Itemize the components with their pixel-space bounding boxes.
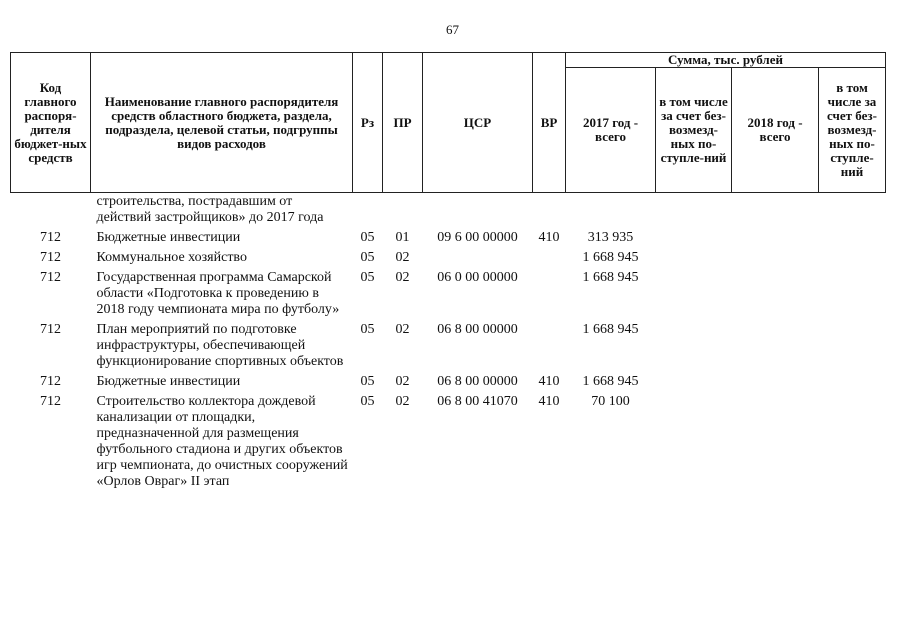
page-number: 67 (446, 22, 459, 37)
row-name: Бюджетные инвестиции (96, 230, 241, 245)
row-empty-cell (656, 193, 732, 231)
row-empty-cell (819, 230, 886, 250)
row-rz (353, 193, 383, 231)
row-pr: 02 (395, 250, 410, 265)
row-vr (533, 193, 566, 231)
budget-table (10, 52, 886, 494)
header-pr: ПР (383, 53, 423, 193)
row-empty-cell (819, 322, 886, 374)
row-empty-cell (819, 374, 886, 394)
row-csr: 06 8 00 41070 (437, 394, 518, 409)
row-pr: 01 (395, 230, 410, 245)
row-csr (423, 250, 533, 270)
header-name: Наименование главного распорядителя средств областного бюджета, раздела, подраздела, целевой статьи, подгруппы видов расходов (91, 53, 353, 193)
row-empty-cell (656, 394, 732, 494)
row-empty-cell (732, 394, 819, 494)
row-empty-cell (732, 322, 819, 374)
row-empty-cell (656, 250, 732, 270)
row-rz: 05 (360, 250, 375, 265)
row-sum-2017: 313 935 (587, 230, 634, 245)
row-sum-2017 (566, 193, 656, 231)
header-rz: Рз (353, 53, 383, 193)
row-empty-cell (656, 322, 732, 374)
row-rz: 05 (360, 270, 375, 285)
row-csr (423, 193, 533, 231)
row-sum-2017: 1 668 945 (582, 322, 639, 337)
row-sum-2017: 1 668 945 (582, 374, 639, 389)
row-rz: 05 (360, 322, 375, 337)
row-name: Бюджетные инвестиции (96, 374, 241, 389)
table-row (11, 193, 886, 231)
row-empty-cell (732, 230, 819, 250)
row-pr: 02 (395, 394, 410, 409)
row-rz: 05 (360, 374, 375, 389)
row-vr: 410 (538, 394, 560, 409)
table-row (11, 270, 886, 322)
header-2018-free: в том числе за счет без-возмезд-ных по-ступле-ний (819, 68, 886, 193)
row-code (11, 193, 91, 231)
row-code: 712 (40, 230, 61, 245)
row-vr (533, 322, 566, 374)
row-empty-cell (656, 374, 732, 394)
table-body (11, 193, 886, 495)
header-sum: Сумма, тыс. рублей (566, 53, 886, 68)
header-vr: ВР (533, 53, 566, 193)
row-code: 712 (40, 394, 61, 409)
header-2017-free: в том числе за счет без-возмезд-ных по-ступле-ний (656, 68, 732, 193)
row-name: План мероприятий по подготовке инфраструктуры, обеспечивающей функционирование спортивных объектов (96, 322, 344, 369)
header-2017-total: 2017 год - всего (566, 68, 656, 193)
row-vr (533, 270, 566, 322)
header-csr: ЦСР (423, 53, 533, 193)
row-name: Строительство коллектора дождевой канализации от площадки, предназначенной для размещения футбольного стадиона и других объектов игр чемпионата, до очистных сооружений «Орлов Овраг» II этап (96, 394, 348, 489)
table-row (11, 322, 886, 374)
row-empty-cell (732, 250, 819, 270)
table-row (11, 374, 886, 394)
row-csr: 06 0 00 00000 (437, 270, 518, 285)
row-csr: 09 6 00 00000 (437, 230, 518, 245)
row-name: строительства, пострадавшим от действий застройщиков» до 2017 года (96, 194, 324, 225)
row-empty-cell (656, 230, 732, 250)
row-csr: 06 8 00 00000 (437, 322, 518, 337)
row-code: 712 (40, 250, 61, 265)
table-row (11, 394, 886, 494)
row-sum-2017: 1 668 945 (582, 250, 639, 265)
row-rz: 05 (360, 394, 375, 409)
row-pr: 02 (395, 374, 410, 389)
row-empty-cell (732, 270, 819, 322)
row-empty-cell (732, 193, 819, 231)
row-pr (383, 193, 423, 231)
table-row (11, 230, 886, 250)
header-2018-total: 2018 год - всего (732, 68, 819, 193)
row-csr: 06 8 00 00000 (437, 374, 518, 389)
row-vr: 410 (538, 230, 560, 245)
row-rz: 05 (360, 230, 375, 245)
table-header (11, 53, 886, 193)
row-sum-2017: 70 100 (591, 394, 630, 409)
row-empty-cell (656, 270, 732, 322)
row-empty-cell (819, 193, 886, 231)
row-empty-cell (819, 250, 886, 270)
row-pr: 02 (395, 270, 410, 285)
row-name: Государственная программа Самарской области «Подготовка к проведению в 2018 году чемпионата мира по футболу» (96, 270, 340, 317)
row-code: 712 (40, 374, 61, 389)
row-code: 712 (40, 270, 61, 285)
row-sum-2017: 1 668 945 (582, 270, 639, 285)
row-name: Коммунальное хозяйство (96, 250, 247, 265)
row-vr: 410 (538, 374, 560, 389)
row-empty-cell (819, 270, 886, 322)
row-empty-cell (732, 374, 819, 394)
row-code: 712 (40, 322, 61, 337)
row-empty-cell (819, 394, 886, 494)
row-pr: 02 (395, 322, 410, 337)
row-vr (533, 250, 566, 270)
header-code: Код главного распоря-дителя бюджет-ных средств (11, 53, 91, 193)
table-row (11, 250, 886, 270)
